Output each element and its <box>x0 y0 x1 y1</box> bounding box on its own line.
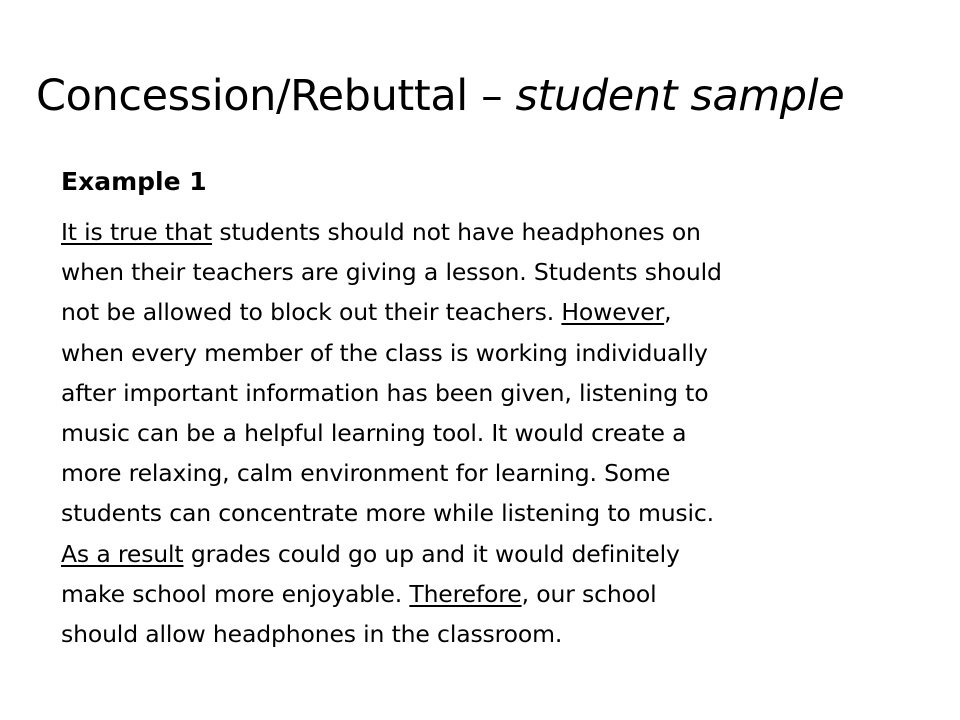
paragraph-text: more relaxing, calm environment for learning. Some <box>61 459 671 488</box>
paragraph-line <box>61 292 901 332</box>
paragraph-line <box>61 534 901 574</box>
transition-phrase: As a result <box>61 539 184 568</box>
example-heading: Example 1 <box>61 167 207 196</box>
paragraph-text: , our school <box>521 579 657 608</box>
paragraph-line <box>61 574 901 614</box>
paragraph-line <box>61 252 901 292</box>
paragraph-text: when every member of the class is working individually <box>61 338 708 367</box>
paragraph-text: not be allowed to block out their teachers. <box>61 298 562 327</box>
paragraph-text: , <box>664 298 672 327</box>
paragraph-line <box>61 212 901 252</box>
student-sample-paragraph <box>61 212 901 654</box>
paragraph-line <box>61 614 901 654</box>
transition-phrase: It is true that <box>61 218 213 246</box>
transition-phrase: However <box>561 298 665 327</box>
paragraph-line <box>61 373 901 413</box>
paragraph-text: should allow headphones in the classroom. <box>61 620 563 649</box>
paragraph-text: when their teachers are giving a lesson. Students should <box>61 258 722 287</box>
paragraph-line <box>61 333 901 373</box>
slide-title <box>36 66 946 126</box>
paragraph-text: students should not have headphones on <box>212 218 701 246</box>
paragraph-text: grades could go up and it would definitely <box>183 539 680 568</box>
paragraph-line <box>61 413 901 453</box>
slide-title-italic: student sample <box>515 71 845 121</box>
paragraph-text: after important information has been given, listening to <box>61 378 709 407</box>
paragraph-line <box>61 453 901 493</box>
paragraph-text: make school more enjoyable. <box>61 579 410 608</box>
transition-phrase: Therefore <box>409 579 522 608</box>
paragraph-text: students can concentrate more while listening to music. <box>61 499 714 528</box>
paragraph-line <box>61 493 901 533</box>
paragraph-text: music can be a helpful learning tool. It would create a <box>61 419 687 448</box>
slide-title-main: Concession/Rebuttal – <box>36 71 516 121</box>
